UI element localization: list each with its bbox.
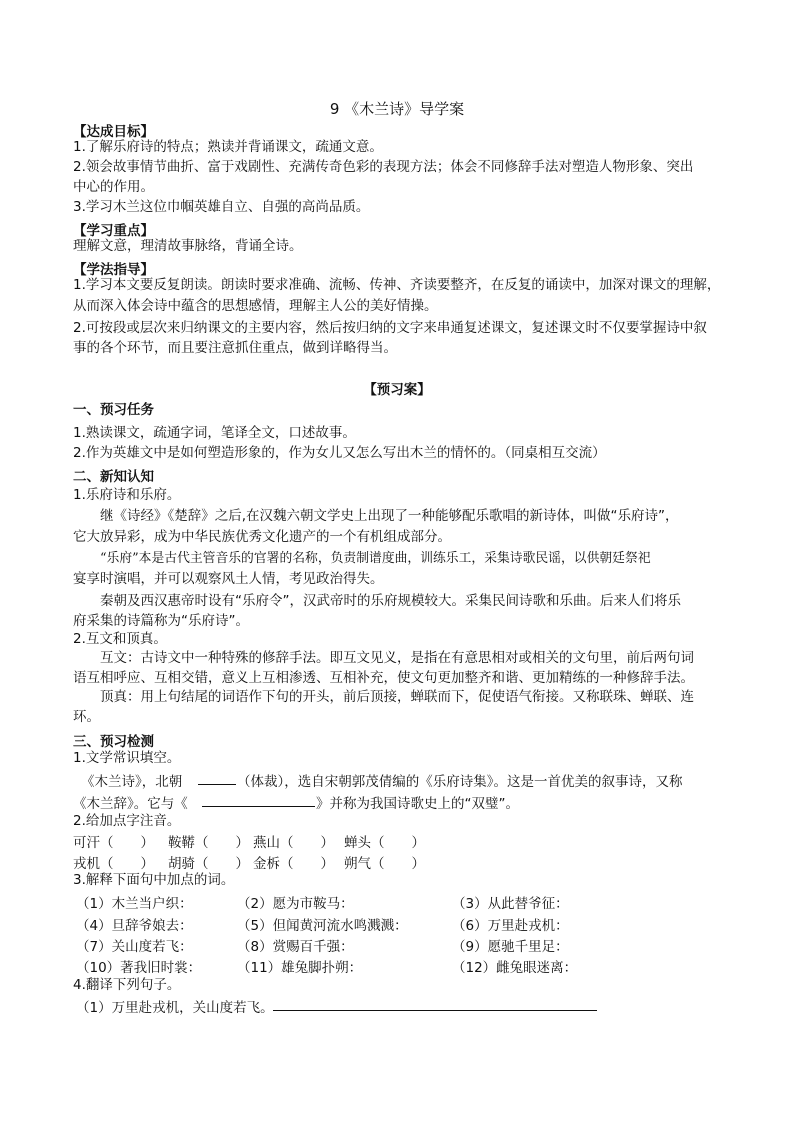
task-line: 1.熟读课文，疏通字词，笔译全文，口述故事。 <box>73 425 356 441</box>
task-heading: 一、预习任务 <box>73 402 154 418</box>
q3-item: （2）愿为市鞍马： <box>237 896 354 912</box>
q4-answer-line[interactable] <box>273 996 597 1011</box>
q2-label: 2.给加点字注音。 <box>73 813 181 829</box>
q2-item: 燕山（ ） <box>253 835 334 851</box>
goals-heading: 【达成目标】 <box>73 124 154 140</box>
q4-label: 4.翻译下列句子。 <box>73 977 181 993</box>
goals-line: 2.领会故事情节曲折、富于戏剧性、充满传奇色彩的表现方法；体会不同修辞手法对塑造人物形象、突出 <box>73 159 694 175</box>
q3-label: 3.解释下面句中加点的词。 <box>73 872 235 888</box>
guide-line: 事的各个环节，而且要注意抓住重点，做到详略得当。 <box>73 340 397 356</box>
q1-label: 1.文学常识填空。 <box>73 750 181 766</box>
q3-item: （7）关山度若飞： <box>76 939 193 955</box>
task-line: 2.作为英雄文中是如何塑造形象的，作为女儿又怎么写出木兰的情怀的。（同桌相互交流） <box>73 445 606 461</box>
guide-line: 2.可按段或层次来归纳课文的主要内容，然后按归纳的文字来串通复述课文，复述课文时不仅要掌握诗中叙 <box>73 320 707 336</box>
focus-line: 理解文意，理清故事脉络，背诵全诗。 <box>73 238 303 254</box>
q2-item: 戎机（ ） <box>73 856 154 872</box>
q3-item: （4）旦辞爷娘去： <box>76 918 193 934</box>
q3-item: （6）万里赴戎机： <box>452 918 569 934</box>
q4-item: （1）万里赴戎机，关山度若飞。 <box>76 1000 274 1016</box>
q3-item: （9）愿驰千里足： <box>452 939 569 955</box>
q3-item: （1）木兰当户织： <box>76 896 193 912</box>
q2-item: 蝉头（ ） <box>344 835 425 851</box>
goals-line: 中心的作用。 <box>73 179 154 195</box>
knowledge-line: “乐府”本是古代主管音乐的官署的名称，负责制谱度曲，训练乐工，采集诗歌民谣，以供朝廷祭祀 <box>100 551 651 566</box>
knowledge-line: 顶真：用上句结尾的词语作下句的开头，前后顶接，蝉联而下，促使语气衔接。又称联珠、蝉联、连 <box>100 689 694 705</box>
guide-heading: 【学法指导】 <box>73 262 154 278</box>
q2-item: 朔气（ ） <box>344 856 425 872</box>
q2-item: 可汗（ ） <box>73 835 154 851</box>
knowledge-line: 2.互文和顶真。 <box>73 631 167 647</box>
guide-line: 1.学习本文要反复朗读。朗读时要求准确、流畅、传神、齐读要整齐，在反复的诵读中，加深对课文的理解， <box>73 277 721 293</box>
q1-blank-title[interactable] <box>202 792 315 807</box>
focus-heading: 【学习重点】 <box>73 223 154 239</box>
q1-text: 《木兰辞》。它与《 <box>73 796 188 812</box>
goals-line: 3.学习木兰这位巾帼英雄自立、自强的高尚品质。 <box>73 199 370 215</box>
knowledge-line: 它大放异彩，成为中华民族优秀文化遗产的一个有机组成部分。 <box>73 529 451 545</box>
q2-item: 胡骑（ ） <box>168 856 249 872</box>
q1-blank-genre[interactable] <box>198 770 236 785</box>
q3-item: （3）从此替爷征： <box>452 896 569 912</box>
knowledge-heading: 二、新知认知 <box>73 469 154 485</box>
check-heading: 三、预习检测 <box>73 734 154 750</box>
knowledge-line: 继《诗经》《楚辞》之后,在汉魏六朝文学史上出现了一种能够配乐歌唱的新诗体，叫做“乐府诗”， <box>100 508 679 524</box>
q2-item: 鞍鞯（ ） <box>168 835 249 851</box>
q3-item: （10）著我旧时裳： <box>76 960 202 976</box>
q3-item: （12）雌兔眼迷离： <box>452 960 578 976</box>
q1-text: 》并称为我国诗歌史上的“双璧”。 <box>316 796 519 812</box>
page-title: 9 《木兰诗》导学案 <box>329 100 465 118</box>
q3-item: （11）雄兔脚扑朔： <box>237 960 363 976</box>
goals-line: 1.了解乐府诗的特点；熟读并背诵课文，疏通文意。 <box>73 139 383 155</box>
preview-heading: 【预习案】 <box>363 382 431 398</box>
knowledge-line: 秦朝及西汉惠帝时设有“乐府令”，汉武帝时的乐府规模较大。采集民间诗歌和乐曲。后来人们将乐 <box>100 593 681 609</box>
q1-text: （体裁），选自宋朝郭茂倩编的《乐府诗集》。这是一首优美的叙事诗，又称 <box>237 774 683 790</box>
knowledge-line: 环。 <box>73 709 100 725</box>
guide-line: 从而深入体会诗中蕴含的思想感情，理解主人公的美好情操。 <box>73 298 438 314</box>
knowledge-line: 1.乐府诗和乐府。 <box>73 487 181 503</box>
knowledge-line: 府采集的诗篇称为“乐府诗”。 <box>73 613 249 629</box>
knowledge-line: 语互相呼应、互相交错，意义上互相渗透、互相补充，使文句更加整齐和谐、更加精练的一种修辞手法。 <box>73 670 694 686</box>
q3-item: （5）但闻黄河流水鸣溅溅： <box>237 918 408 934</box>
knowledge-line: 宴享时演唱，并可以观察风土人情，考见政治得失。 <box>73 571 384 587</box>
q3-item: （8）赏赐百千强： <box>237 939 354 955</box>
q2-item: 金柝（ ） <box>253 856 334 872</box>
q1-text: 《木兰诗》，北朝 <box>81 774 183 790</box>
knowledge-line: 互文：古诗文中一种特殊的修辞手法。即互文见义，是指在有意思相对或相关的文句里，前后两句词 <box>100 650 694 666</box>
